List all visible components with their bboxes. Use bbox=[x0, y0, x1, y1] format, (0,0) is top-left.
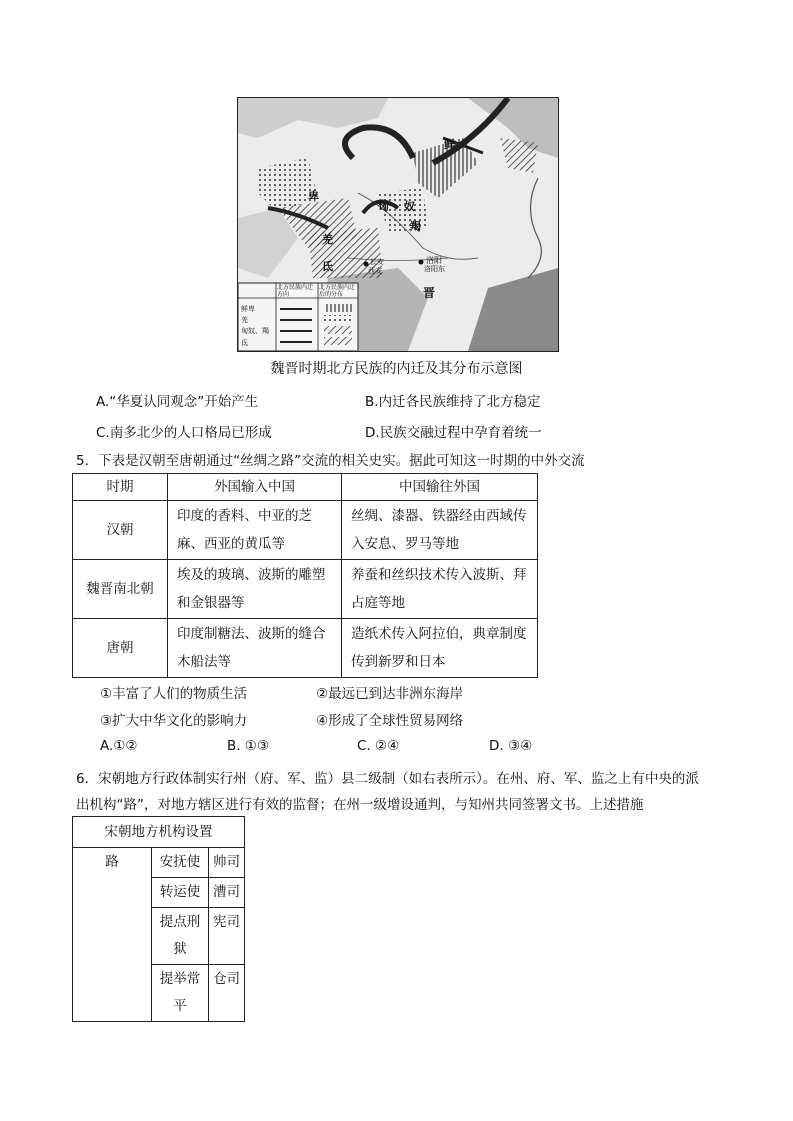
office-cell: 提举常 平 bbox=[152, 965, 209, 1022]
map-label: 奴 bbox=[404, 200, 415, 213]
table-row bbox=[73, 848, 245, 878]
option-text: 民族交融过程中孕育着统一 bbox=[379, 425, 542, 441]
export-cell: 丝绸、漆器、铁器经由西域传 入安息、罗马等地 bbox=[342, 501, 538, 560]
map-label: 洛阳东 bbox=[424, 265, 445, 273]
map-figure bbox=[237, 97, 559, 352]
table-title: 宋朝地方机构设置 bbox=[73, 817, 245, 848]
q5-statement-3: ③扩大中华文化的影响力 bbox=[100, 713, 248, 729]
table-row bbox=[73, 619, 538, 678]
period-cell: 魏晋南北朝 bbox=[73, 560, 168, 619]
q5-statement-1: ①丰富了人们的物质生活 bbox=[100, 686, 248, 702]
legend-header: 北方民族内迁后的分布 bbox=[319, 284, 356, 298]
table-row bbox=[73, 560, 538, 619]
table-header-row bbox=[73, 474, 538, 501]
office-cell: 安抚使 bbox=[152, 848, 209, 878]
q5-option-d: D. ③④ bbox=[489, 738, 533, 754]
option-text: 南多北少的人口格局已形成 bbox=[109, 425, 272, 441]
legend-row: 羌 bbox=[241, 316, 248, 324]
table-header: 时期 bbox=[73, 474, 168, 501]
option-key: C. bbox=[96, 425, 110, 441]
option-key: D. bbox=[365, 425, 380, 441]
import-cell: 埃及的玻璃、波斯的雕塑 和金银器等 bbox=[168, 560, 342, 619]
map-label: 匈 bbox=[378, 200, 389, 213]
q4-option-d bbox=[365, 421, 542, 441]
q5-option-c: C. ②④ bbox=[357, 738, 400, 754]
q6-stem-line1: 6．宋朝地方行政体制实行州（府、军、监）县二级制（如右表所示）。在州、府、军、监之上有中央的派 bbox=[76, 771, 699, 787]
legend-header: 北方民族内迁方向 bbox=[277, 284, 314, 298]
legend-row: 氐 bbox=[241, 339, 248, 347]
import-cell: 印度制糖法、波斯的缝合 木船法等 bbox=[168, 619, 342, 678]
abbr-cell: 漕司 bbox=[209, 878, 245, 908]
q5-option-a: A.①② bbox=[100, 738, 138, 754]
export-cell: 养蚕和丝织技术传入波斯、拜 占庭等地 bbox=[342, 560, 538, 619]
option-text: 内迁各民族维持了北方稳定 bbox=[378, 394, 541, 410]
q4-option-a bbox=[96, 390, 258, 410]
office-cell: 提点刑 狱 bbox=[152, 908, 209, 965]
map-label: 鲜 bbox=[444, 138, 455, 151]
map-caption: 魏晋时期北方民族的内迁及其分布示意图 bbox=[270, 361, 523, 377]
abbr-cell: 宪司 bbox=[209, 908, 245, 965]
abbr-cell: 帅司 bbox=[209, 848, 245, 878]
q4-option-b bbox=[365, 390, 541, 410]
q4-option-c bbox=[96, 421, 272, 441]
q5-stem: 5．下表是汉朝至唐朝通过“丝绸之路”交流的相关史实。据此可知这一时期的中外交流 bbox=[76, 453, 585, 469]
map-label: 长安 bbox=[370, 258, 384, 266]
legend-row: 匈奴、羯 bbox=[241, 327, 269, 335]
table-header: 外国输入中国 bbox=[168, 474, 342, 501]
map-illustration bbox=[238, 98, 558, 351]
table-row bbox=[73, 501, 538, 560]
office-cell: 转运使 bbox=[152, 878, 209, 908]
q5-option-b: B. ①③ bbox=[227, 738, 270, 754]
route-label: 路 bbox=[73, 848, 152, 1022]
map-label: 氐 bbox=[322, 260, 333, 273]
map-label: 西安 bbox=[368, 267, 382, 275]
q6-table bbox=[72, 816, 245, 1022]
export-cell: 造纸术传入阿拉伯，典章制度 传到新罗和日本 bbox=[342, 619, 538, 678]
map-label: 羌 bbox=[322, 233, 333, 246]
table-title-row bbox=[73, 817, 245, 848]
option-key: B. bbox=[365, 394, 379, 410]
map-label: 卑 bbox=[308, 190, 319, 203]
q6-stem-line2: 出机构“路”，对地方辖区进行有效的监督；在州一级增设通判，与知州共同签署文书。上述措施 bbox=[76, 797, 644, 813]
q5-statement-2: ②最远已到达非洲东海岸 bbox=[316, 686, 464, 702]
table-header: 中国输往外国 bbox=[342, 474, 538, 501]
map-label: 羯 bbox=[410, 220, 421, 233]
q5-table bbox=[72, 473, 538, 678]
period-cell: 唐朝 bbox=[73, 619, 168, 678]
map-label: 洛阳 bbox=[426, 256, 442, 265]
option-key: A. bbox=[96, 394, 110, 410]
option-text: “华夏认同观念”开始产生 bbox=[109, 394, 259, 410]
legend-row: 鲜卑 bbox=[241, 305, 255, 313]
import-cell: 印度的香料、中亚的芝 麻、西亚的黄瓜等 bbox=[168, 501, 342, 560]
period-cell: 汉朝 bbox=[73, 501, 168, 560]
q5-statement-4: ④形成了全球性贸易网络 bbox=[316, 713, 464, 729]
map-label: 晋 bbox=[423, 286, 436, 300]
abbr-cell: 仓司 bbox=[209, 965, 245, 1022]
